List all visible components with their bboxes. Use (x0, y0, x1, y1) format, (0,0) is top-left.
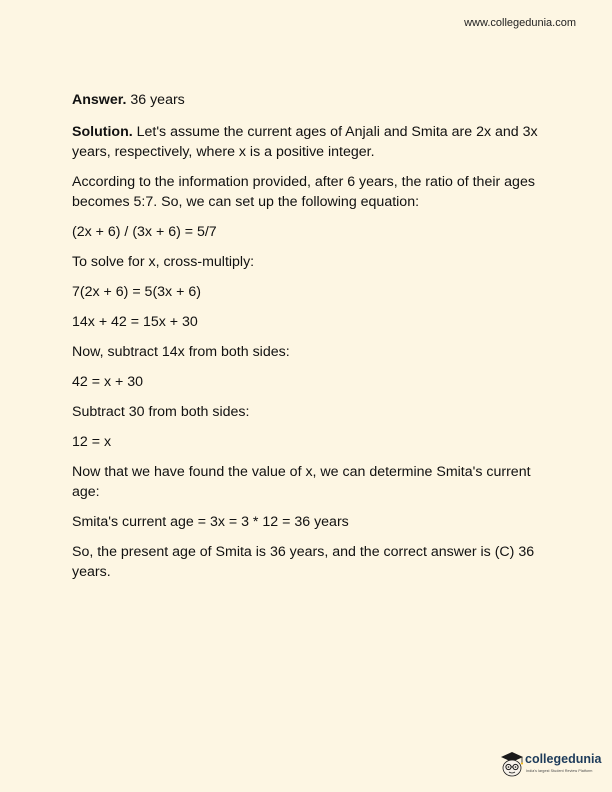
step-equation: (2x + 6) / (3x + 6) = 5/7 (72, 224, 217, 240)
answer-text: 36 years (126, 92, 185, 108)
answer-label: Answer. (72, 92, 127, 108)
answer-line (72, 90, 542, 110)
step-ratio-info: According to the information provided, after 6 years, the ratio of their ages becomes 5:7. So, we can set up the following equation: (72, 174, 535, 210)
step-expanded: 14x + 42 = 15x + 30 (72, 314, 198, 330)
solution-label: Solution. (72, 124, 133, 140)
step-determine-note: Now that we have found the value of x, we can determine Smita's current age: (72, 464, 531, 500)
step-x-value: 12 = x (72, 434, 112, 450)
collegedunia-logo (498, 748, 608, 782)
step-subtract-note: Now, subtract 14x from both sides: (72, 344, 290, 360)
logo-wordmark: collegedunia (525, 752, 602, 766)
step-subtracted: 42 = x + 30 (72, 374, 143, 390)
step-subtract-30-note: Subtract 30 from both sides: (72, 404, 250, 420)
document-body (72, 90, 542, 592)
logo-tagline: India's largest Student Review Platform (526, 769, 593, 773)
step-smita-age: Smita's current age = 3x = 3 * 12 = 36 years (72, 514, 349, 530)
solution-intro (72, 122, 542, 162)
solution-text: Let's assume the current ages of Anjali and Smita are 2x and 3x years, respectively, where x is a positive integer. (72, 124, 538, 160)
header-url: www.collegedunia.com (464, 17, 576, 29)
step-cross-multiplied: 7(2x + 6) = 5(3x + 6) (72, 284, 201, 300)
step-conclusion: So, the present age of Smita is 36 years, and the correct answer is (C) 36 years. (72, 544, 535, 580)
graduate-mascot-icon (498, 748, 526, 778)
step-cross-multiply-note: To solve for x, cross-multiply: (72, 254, 255, 270)
